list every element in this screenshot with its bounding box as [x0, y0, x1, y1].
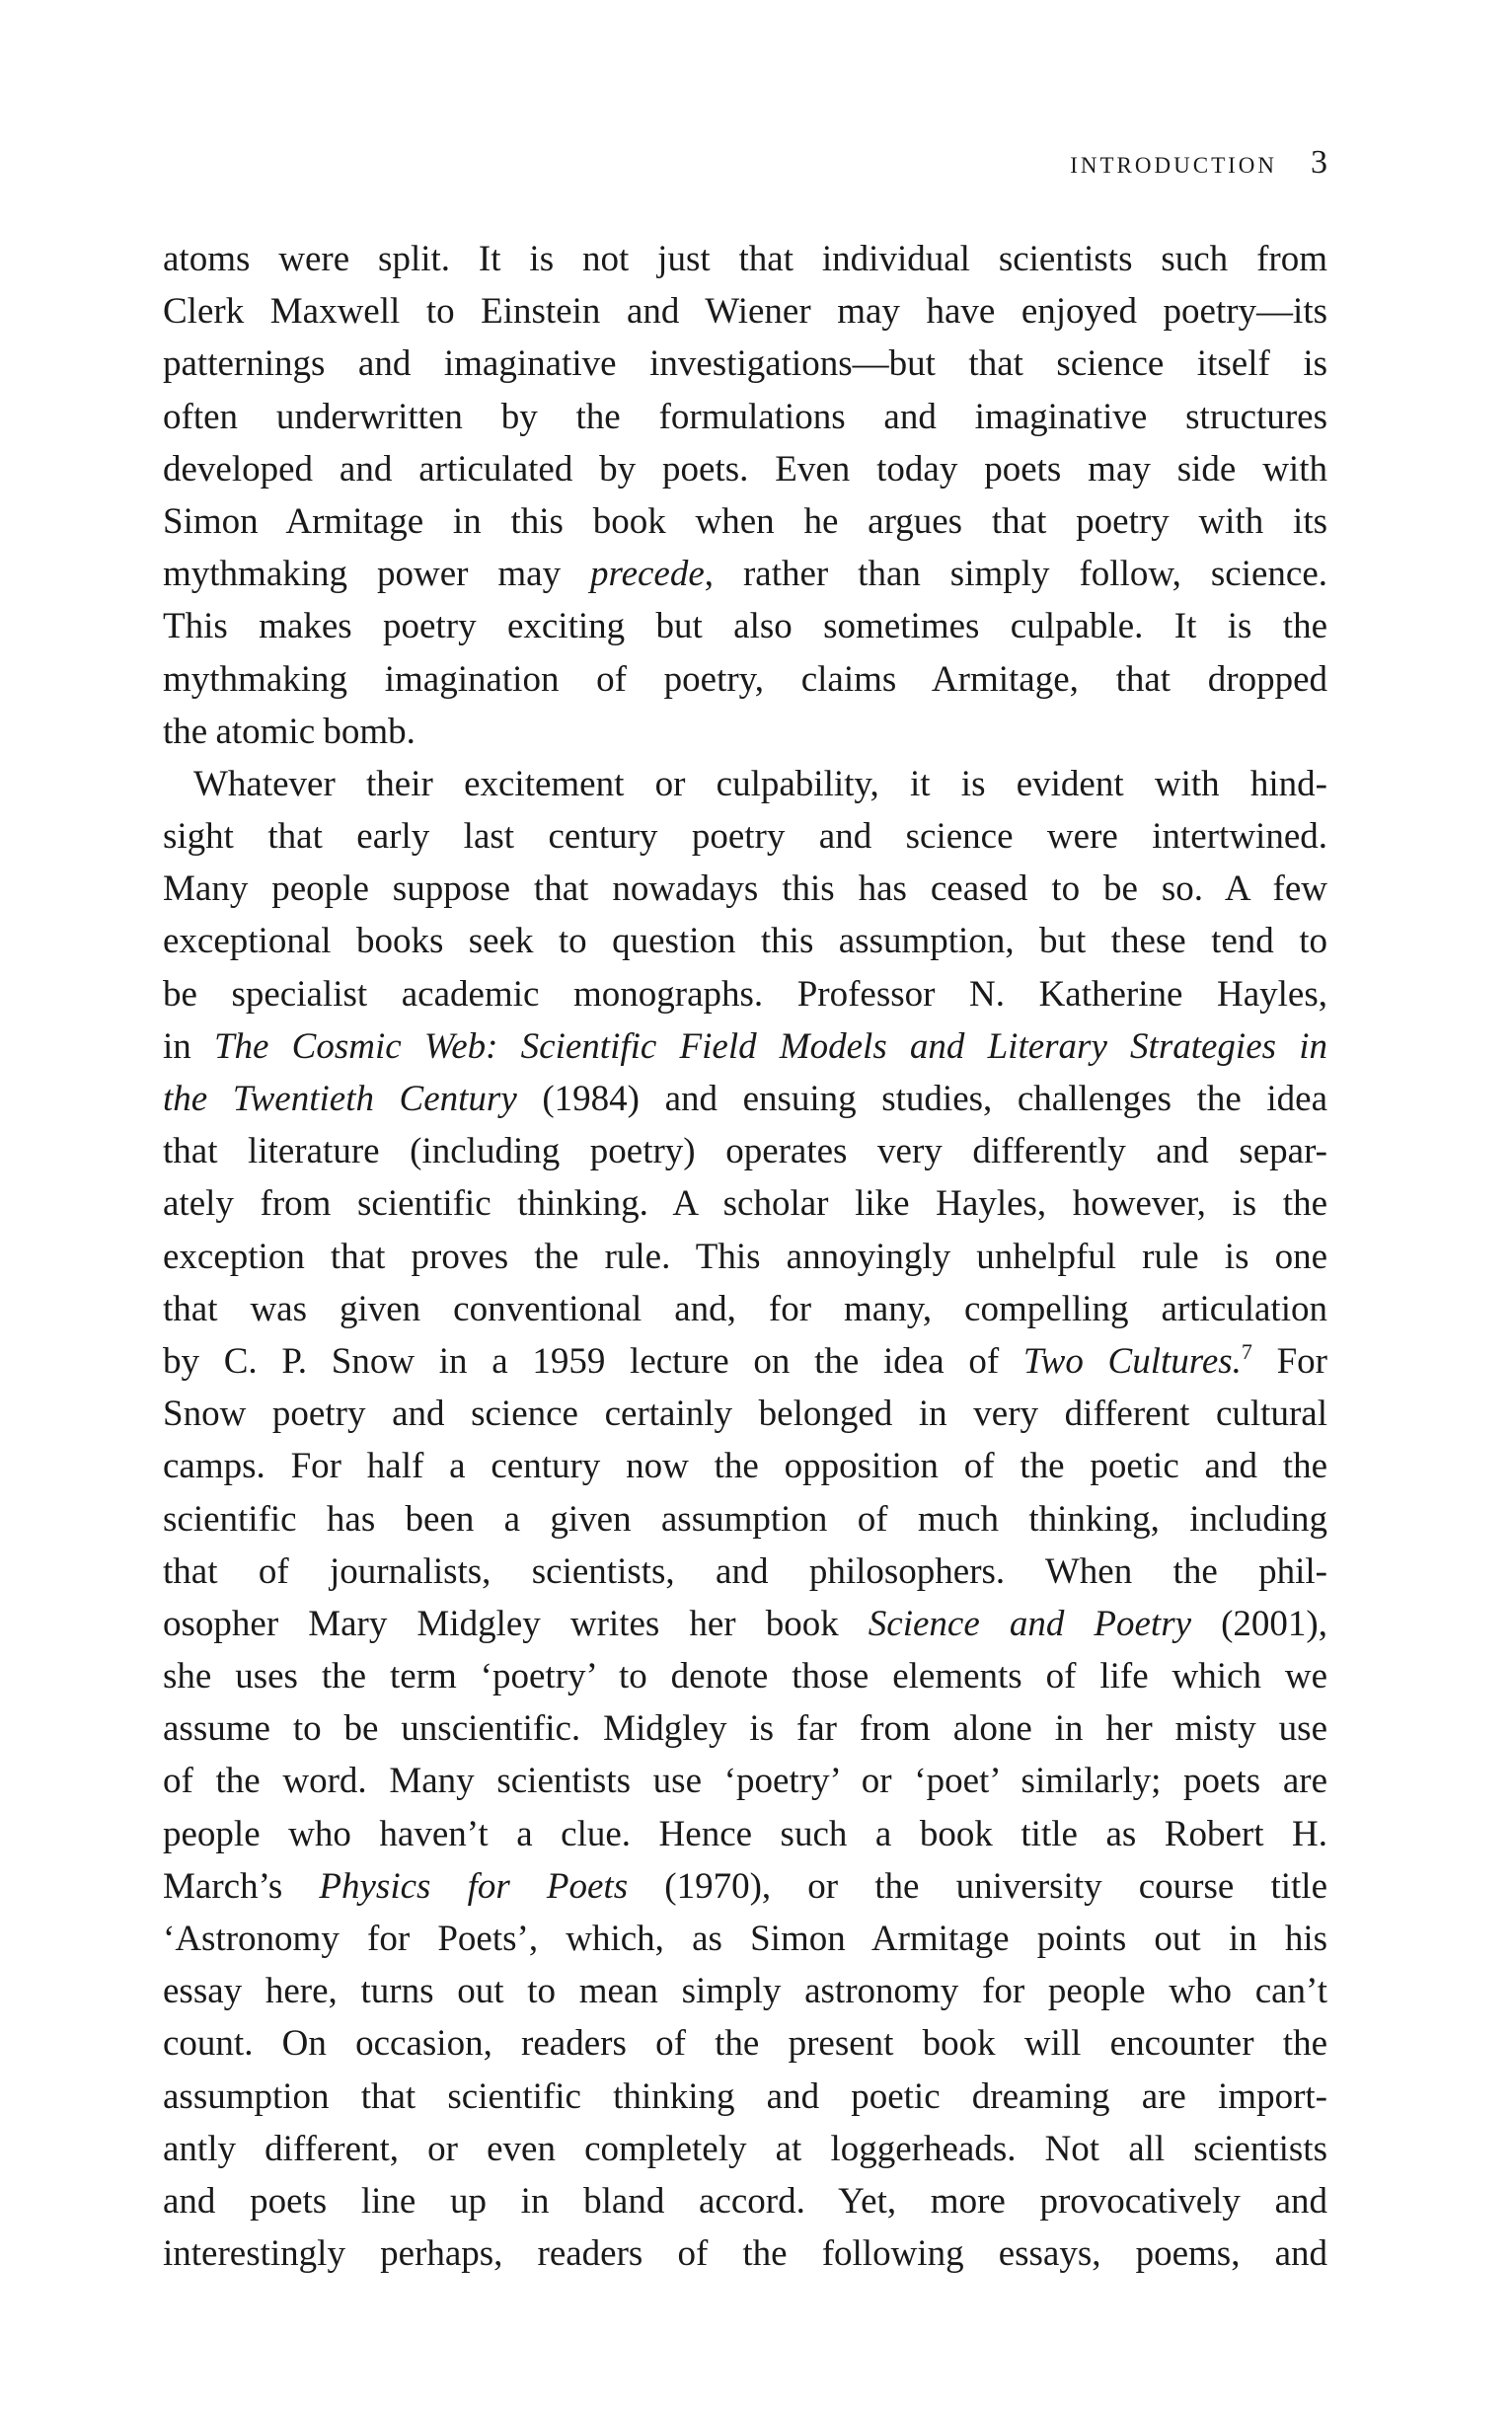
italic-text: Two Cultures. [1022, 1340, 1242, 1382]
italic-text: Science and Poetry [868, 1603, 1192, 1644]
text-line [163, 2017, 1327, 2070]
text-line [163, 915, 1327, 967]
text-run: March’s [163, 1865, 320, 1907]
text-run: Whatever their excitement or culpability, it is evident with hind- [193, 763, 1327, 804]
text-line [163, 285, 1327, 338]
text-run: sight that early last century poetry and science were intertwined. [163, 816, 1327, 858]
text-line [163, 1231, 1327, 1283]
text-line [163, 443, 1327, 495]
text-run: (1970), or the university course title [628, 1865, 1327, 1907]
text-line [163, 706, 1327, 758]
text-run: For [1251, 1340, 1327, 1382]
text-run: in [163, 1025, 214, 1067]
text-run: interestingly perhaps, readers of the following essays, poems, and [163, 2233, 1327, 2275]
text-line [163, 758, 1327, 810]
text-run: Simon Armitage in this book when he argues that poetry with its [163, 500, 1327, 542]
text-run: developed and articulated by poets. Even today poets may side with [163, 448, 1327, 490]
text-line [163, 495, 1327, 548]
text-line [163, 233, 1327, 285]
italic-text: the Twentieth Century [163, 1079, 517, 1119]
text-line [163, 1125, 1327, 1177]
text-run: essay here, turns out to mean simply astronomy for people who can’t [163, 1971, 1327, 2012]
text-run: the atomic bomb. [163, 711, 416, 752]
text-line [163, 1650, 1327, 1702]
text-line [163, 810, 1327, 863]
text-line [163, 1755, 1327, 1807]
text-run: Clerk Maxwell to Einstein and Wiener may have enjoyed poetry—its [163, 291, 1327, 333]
italic-text: precede [590, 554, 705, 595]
running-head-title: introduction [1070, 145, 1277, 181]
text-run: that literature (including poetry) operates very differently and separ- [163, 1131, 1327, 1172]
text-run: ‘Astronomy for Poets’, which, as Simon Armitage points out in his [163, 1919, 1327, 1959]
text-line [163, 1283, 1327, 1335]
text-run: antly different, or even completely at loggerheads. Not all scientists [163, 2128, 1327, 2169]
text-run: exception that proves the rule. This annoyingly unhelpful rule is one [163, 1236, 1327, 1277]
text-run: be specialist academic monographs. Professor N. Katherine Hayles, [163, 973, 1327, 1015]
text-line [163, 2227, 1327, 2280]
text-run: assume to be unscientific. Midgley is far from alone in her misty use [163, 1708, 1327, 1750]
text-line [163, 863, 1327, 915]
text-line [163, 1493, 1327, 1546]
text-run: Many people suppose that nowadays this has ceased to be so. A few [163, 868, 1327, 910]
text-run: This makes poetry exciting but also sometimes culpable. It is the [163, 606, 1327, 647]
text-run: assumption that scientific thinking and poetic dreaming are import- [163, 2075, 1327, 2117]
text-line [163, 1860, 1327, 1913]
text-run: and poets line up in bland accord. Yet, more provocatively and [163, 2180, 1327, 2222]
text-run: by C. P. Snow in a 1959 lecture on the idea of [163, 1340, 1023, 1382]
text-line [163, 1073, 1327, 1125]
text-run: that was given conventional and, for many, compelling articulation [163, 1288, 1327, 1329]
text-run: count. On occasion, readers of the present book will encounter the [163, 2023, 1327, 2065]
text-line [163, 1546, 1327, 1598]
text-line [163, 391, 1327, 443]
text-run: often underwritten by the formulations and imaginative structures [163, 396, 1327, 437]
italic-text: Physics for Poets [319, 1865, 629, 1907]
text-run: Snow poetry and science certainly belonged in very different cultural [163, 1394, 1327, 1435]
text-run: patternings and imaginative investigations—but that science itself is [163, 343, 1327, 385]
paragraph [163, 233, 1327, 758]
text-run: exceptional books seek to question this assumption, but these tend to [163, 921, 1327, 962]
text-run: she uses the term ‘poetry’ to denote those elements of life which we [163, 1656, 1327, 1697]
text-line [163, 1440, 1327, 1492]
text-line [163, 2123, 1327, 2175]
text-line [163, 2071, 1327, 2123]
text-run: people who haven’t a clue. Hence such a book title as Robert H. [163, 1813, 1327, 1854]
text-line [163, 600, 1327, 652]
text-line [163, 653, 1327, 706]
text-line [163, 1702, 1327, 1755]
text-line [163, 1598, 1327, 1650]
text-line [163, 1965, 1327, 2017]
text-run: mythmaking imagination of poetry, claims Armitage, that dropped [163, 658, 1327, 700]
text-run: (1984) and ensuing studies, challenges the idea [516, 1079, 1327, 1119]
body-text [163, 233, 1327, 2280]
text-run: , rather than simply follow, science. [704, 554, 1327, 595]
text-line [163, 338, 1327, 390]
text-run: mythmaking power may [163, 554, 591, 595]
text-line [163, 548, 1327, 600]
footnote-marker: 7 [1241, 1338, 1252, 1364]
text-line [163, 1335, 1327, 1388]
text-line [163, 1177, 1327, 1230]
text-run: scientific has been a given assumption of much thinking, including [163, 1498, 1327, 1540]
text-line [163, 1388, 1327, 1440]
text-run: of the word. Many scientists use ‘poetry’ or ‘poet’ similarly; poets are [163, 1761, 1327, 1802]
running-header [1070, 144, 1327, 182]
text-run: camps. For half a century now the opposition of the poetic and the [163, 1446, 1327, 1487]
text-line [163, 2175, 1327, 2227]
text-line [163, 1913, 1327, 1965]
text-run: atoms were split. It is not just that individual scientists such from [163, 239, 1327, 279]
text-run: osopher Mary Midgley writes her book [163, 1603, 869, 1644]
paragraph [163, 758, 1327, 2280]
text-line [163, 1020, 1327, 1073]
page-number: 3 [1311, 144, 1327, 181]
text-run: that of journalists, scientists, and philosophers. When the phil- [163, 1550, 1327, 1592]
text-line [163, 1808, 1327, 1860]
text-run: ately from scientific thinking. A scholar like Hayles, however, is the [163, 1183, 1327, 1225]
text-run: (2001), [1191, 1603, 1327, 1644]
text-line [163, 968, 1327, 1020]
italic-text: The Cosmic Web: Scientific Field Models and Literary Strategies in [213, 1025, 1327, 1067]
